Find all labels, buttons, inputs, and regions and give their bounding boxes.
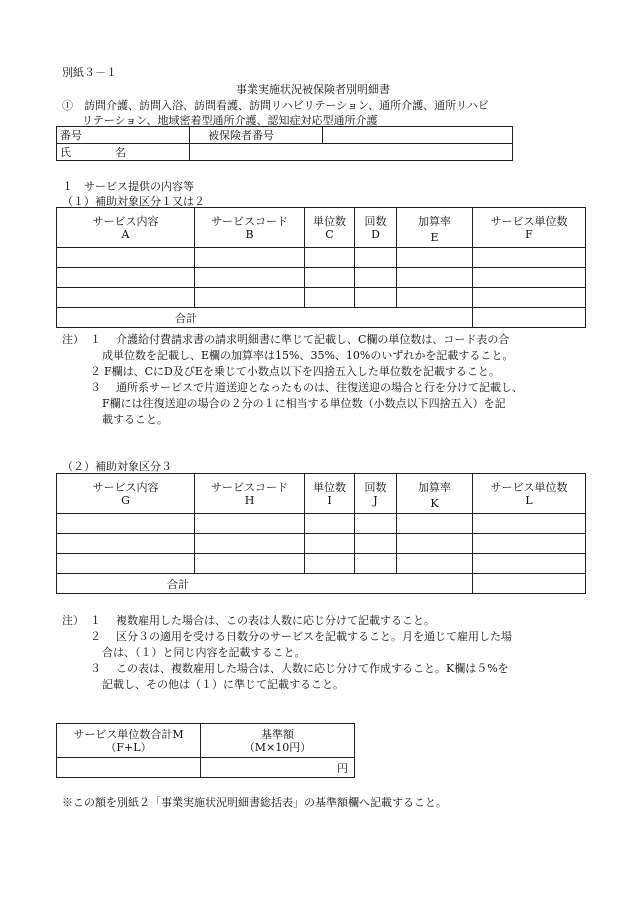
add-rate-cell[interactable]	[397, 554, 473, 574]
add-rate-cell[interactable]	[397, 268, 473, 288]
service-content-cell[interactable]	[57, 514, 195, 534]
header-service-units: サービス単位数 F	[473, 208, 586, 248]
header-service-code: サービスコード B	[195, 208, 305, 248]
add-rate-cell[interactable]	[397, 514, 473, 534]
name-label: 氏 名	[57, 144, 190, 161]
count-cell[interactable]	[355, 514, 397, 534]
add-rate-cell[interactable]	[397, 534, 473, 554]
summary-table	[56, 723, 355, 778]
notes-label: 注）	[62, 614, 84, 627]
service-table-1	[56, 207, 586, 328]
note-text: この表は、複数雇用した場合は、人数に応じ分けて作成すること。K欄は５%を	[116, 662, 509, 675]
total-units-cell[interactable]	[473, 308, 586, 328]
subsection-2-heading: （２）補助対象区分３	[62, 460, 172, 473]
service-content-cell[interactable]	[57, 248, 195, 268]
note-text: 記載し、その他は（１）に準じて記載すること。	[102, 678, 344, 691]
base-amount-header: 基準額 （M×10円）	[201, 724, 355, 758]
header-add-rate: 加算率 K	[397, 474, 473, 514]
base-amount-value[interactable]	[201, 758, 355, 778]
services-line-2: リテーション、地域密着型通所介護、認知症対応型通所介護	[82, 114, 378, 127]
service-units-cell[interactable]	[473, 514, 586, 534]
service-units-cell[interactable]	[473, 268, 586, 288]
total-row	[57, 574, 586, 594]
table-row	[57, 288, 586, 308]
header-add-rate: 加算率 E	[397, 208, 473, 248]
notes-label: 注）	[62, 333, 84, 346]
service-code-cell[interactable]	[195, 534, 305, 554]
service-code-cell[interactable]	[195, 248, 305, 268]
note-text: 載すること。	[102, 413, 168, 426]
services-line-1: ① 訪問介護、訪問入浴、訪問看護、訪問リハビリテーション、通所介護、通所リハビ	[62, 99, 489, 112]
header-service-content: サービス内容 A	[57, 208, 195, 248]
yen-unit: 円	[337, 761, 348, 775]
units-cell[interactable]	[305, 514, 355, 534]
header-count: 回数 D	[355, 208, 397, 248]
add-rate-cell[interactable]	[397, 248, 473, 268]
service-units-cell[interactable]	[473, 288, 586, 308]
count-cell[interactable]	[355, 288, 397, 308]
note-text: 成単位数を記載し、E欄の加算率は15%、35%、10%のいずれかを記載すること。	[102, 349, 514, 362]
header-units: 単位数 C	[305, 208, 355, 248]
service-content-cell[interactable]	[57, 554, 195, 574]
note-text: 通所系サービスで片道送迎となったものは、往復送迎の場合と行を分けて記載し、	[116, 381, 523, 394]
note-text: 複数雇用した場合は、この表は人数に応じ分けて記載すること。	[116, 614, 435, 627]
count-cell[interactable]	[355, 534, 397, 554]
annex-label: 別紙３－１	[62, 66, 117, 79]
service-units-cell[interactable]	[473, 534, 586, 554]
units-cell[interactable]	[305, 288, 355, 308]
total-label: 合計	[57, 574, 473, 594]
total-units-header: サービス単位数合計M （F+L）	[57, 724, 201, 758]
number-label: 番号	[57, 127, 190, 144]
table-row	[57, 514, 586, 534]
units-cell[interactable]	[305, 534, 355, 554]
section-heading: １ サービス提供の内容等	[62, 180, 194, 193]
note-text: F欄は、CにD及びEを乗じて小数点以下を四捨五入した単位数を記載すること。	[104, 365, 500, 378]
table-row	[57, 248, 586, 268]
service-content-cell[interactable]	[57, 534, 195, 554]
note-number: ２	[90, 365, 101, 378]
header-service-code: サービスコード H	[195, 474, 305, 514]
note-text: F欄には往復送迎の場合の２分の１に相当する単位数（小数点以下四捨五入）を記	[102, 397, 506, 410]
insured-id-table	[56, 126, 513, 161]
page-title: 事業実施状況被保険者別明細書	[236, 83, 390, 96]
footer-note: ※この額を別紙２「事業実施状況明細書総括表」の基準額欄へ記載すること。	[62, 796, 447, 809]
table-row	[57, 534, 586, 554]
note-number: ２	[90, 630, 101, 643]
units-cell[interactable]	[305, 554, 355, 574]
count-cell[interactable]	[355, 268, 397, 288]
service-table-2	[56, 473, 586, 594]
total-row	[57, 308, 586, 328]
note-number: ３	[90, 662, 101, 675]
service-code-cell[interactable]	[195, 288, 305, 308]
subsection-1-heading: （１）補助対象区分１又は２	[62, 195, 205, 208]
service-units-cell[interactable]	[473, 248, 586, 268]
table-row	[57, 554, 586, 574]
header-units: 単位数 I	[305, 474, 355, 514]
header-service-content: サービス内容 G	[57, 474, 195, 514]
header-service-units: サービス単位数 L	[473, 474, 586, 514]
add-rate-cell[interactable]	[397, 288, 473, 308]
table-row	[57, 268, 586, 288]
service-units-cell[interactable]	[473, 554, 586, 574]
header-count: 回数 J	[355, 474, 397, 514]
count-cell[interactable]	[355, 554, 397, 574]
total-units-value[interactable]	[57, 758, 201, 778]
service-code-cell[interactable]	[195, 554, 305, 574]
insured-number-label: 被保険者番号	[190, 127, 323, 144]
note-text: 介護給付費請求書の請求明細書に準じて記載し、C欄の単位数は、コード表の合	[116, 333, 510, 346]
note-number: １	[90, 614, 101, 627]
note-number: ３	[90, 381, 101, 394]
service-code-cell[interactable]	[195, 514, 305, 534]
note-text: 合は、（１）と同じ内容を記載すること。	[102, 646, 306, 659]
total-label: 合計	[57, 308, 473, 328]
units-cell[interactable]	[305, 248, 355, 268]
service-content-cell[interactable]	[57, 268, 195, 288]
count-cell[interactable]	[355, 248, 397, 268]
service-content-cell[interactable]	[57, 288, 195, 308]
units-cell[interactable]	[305, 268, 355, 288]
note-number: １	[90, 333, 101, 346]
service-code-cell[interactable]	[195, 268, 305, 288]
name-field[interactable]	[190, 144, 513, 161]
note-text: 区分３の適用を受ける日数分のサービスを記載すること。月を通じて雇用した場	[116, 630, 512, 643]
total-units-cell[interactable]	[473, 574, 586, 594]
insured-number-field[interactable]	[323, 127, 513, 144]
